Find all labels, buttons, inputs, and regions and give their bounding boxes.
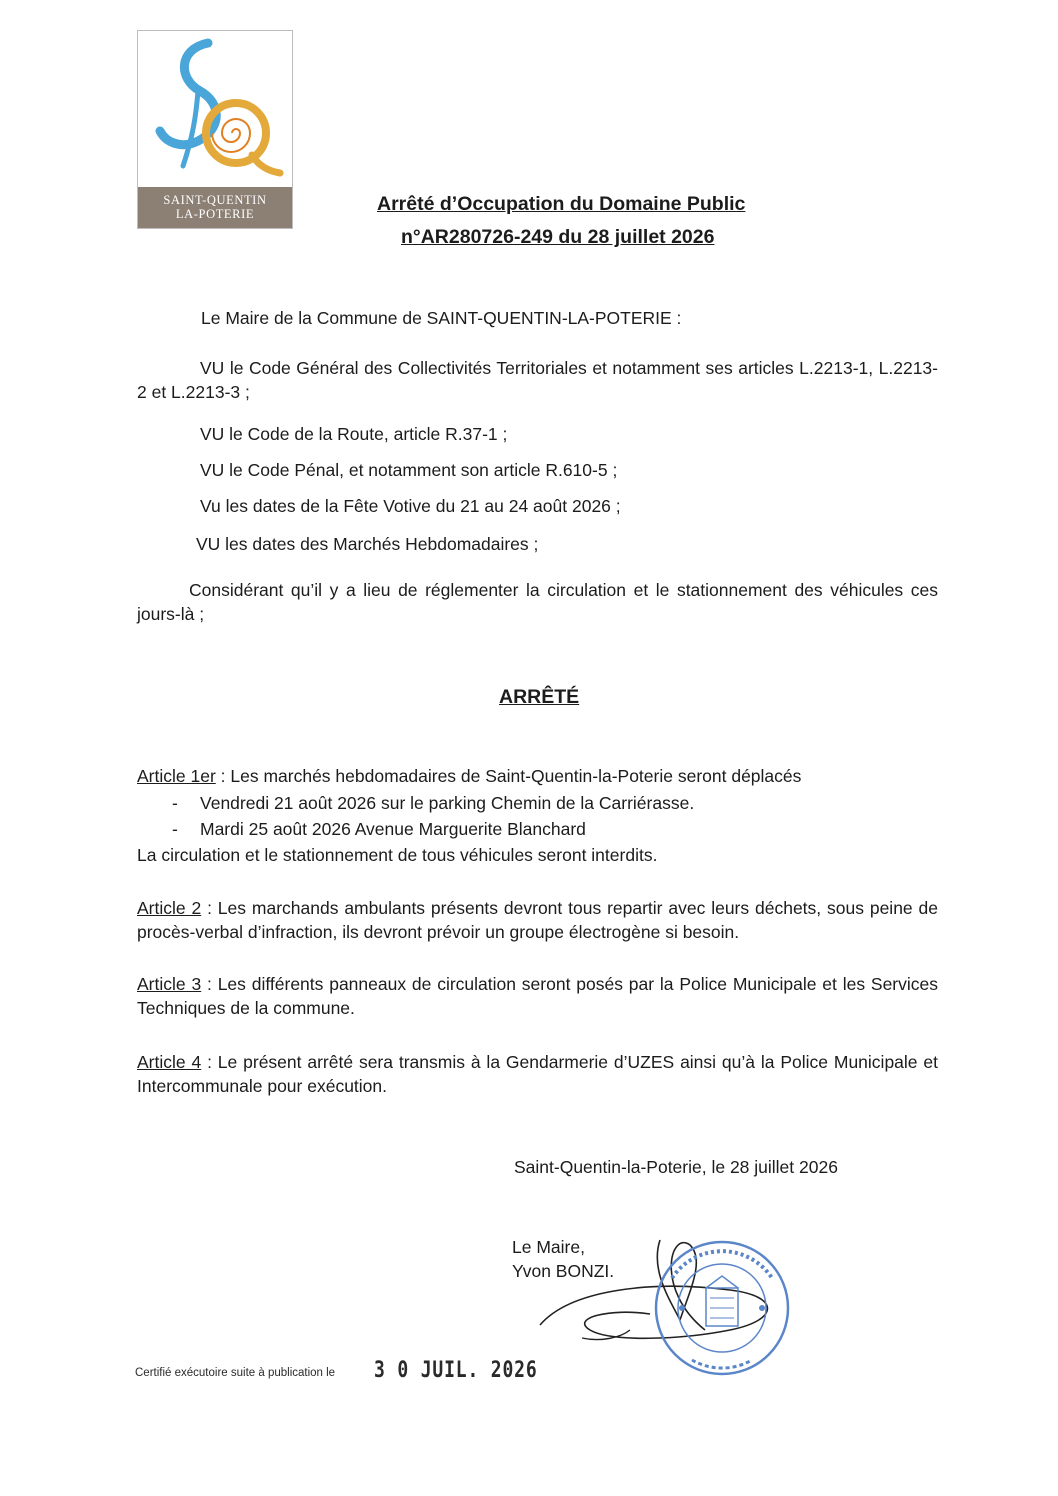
article-1-text: : Les marchés hebdomadaires de Saint-Quentin-la-Poterie seront déplacés: [215, 766, 802, 786]
vu-code-route: VU le Code de la Route, article R.37-1 ;: [200, 424, 508, 444]
article-1-footer: La circulation et le stationnement de tous véhicules seront interdits.: [137, 845, 658, 865]
vu-code-penal: VU le Code Pénal, et notamment son article R.610-5 ;: [200, 460, 618, 480]
article-3: [137, 972, 938, 1020]
decision-heading: ARRÊTÉ: [499, 686, 580, 708]
article-4-label: Article 4: [137, 1052, 202, 1072]
list-bullet: -: [172, 793, 178, 813]
intro-text: Le Maire de la Commune de SAINT-QUENTIN-LA-POTERIE :: [201, 308, 682, 328]
vu-marches: VU les dates des Marchés Hebdomadaires ;: [196, 534, 539, 554]
logo-caption: [138, 187, 292, 228]
article-3-text: : Les différents panneaux de circulation seront posés par la Police Municipale et les Services Techniques de la commune.: [137, 974, 938, 1018]
certification-label: Certifié exécutoire suite à publication le: [135, 1367, 336, 1379]
logo-line-2: LA-POTERIE: [175, 207, 255, 221]
article-4: [137, 1050, 938, 1098]
article-1: [137, 764, 801, 788]
certification: [135, 1363, 335, 1381]
certification-date-stamp: 3 0 JUIL. 2026: [374, 1358, 538, 1383]
signatory-role: Le Maire,: [512, 1237, 585, 1257]
article-2: [137, 896, 938, 944]
sq-monogram-icon: [138, 31, 292, 187]
considerant-text: Considérant qu’il y a lieu de réglementer la circulation et le stationnement des véhicules ces jours-là ;: [137, 580, 938, 624]
article-2-label: Article 2: [137, 898, 202, 918]
commune-logo: [137, 30, 293, 229]
article-1-label: Article 1er: [137, 766, 216, 786]
official-stamp-icon: [652, 1238, 792, 1378]
logo-line-1: SAINT-QUENTIN: [163, 193, 267, 207]
signatory-name: Yvon BONZI.: [512, 1261, 615, 1281]
list-bullet: -: [172, 819, 178, 839]
list-item-vendredi: Vendredi 21 août 2026 sur le parking Chemin de la Carriérasse.: [200, 793, 695, 813]
vu-fete-votive: Vu les dates de la Fête Votive du 21 au 24 août 2026 ;: [200, 496, 621, 516]
article-4-text: : Le présent arrêté sera transmis à la Gendarmerie d’UZES ainsi qu’à la Police Municipale et Intercommunale pour exécution.: [137, 1052, 938, 1096]
document-reference: n°AR280726-249 du 28 juillet 2026: [401, 226, 715, 248]
place-date: Saint-Quentin-la-Poterie, le 28 juillet 2026: [514, 1157, 838, 1177]
vu-cgct: VU le Code Général des Collectivités Territoriales et notamment ses articles L.2213-1, L.2213-2 et L.2213-3 ;: [137, 358, 938, 402]
list-item-mardi: Mardi 25 août 2026 Avenue Marguerite Blanchard: [200, 819, 586, 839]
article-2-text: : Les marchands ambulants présents devront tous repartir avec leurs déchets, sous peine de procès-verbal d’infraction, ils devront prévoir un groupe électrogène si besoin.: [137, 898, 938, 942]
article-3-label: Article 3: [137, 974, 202, 994]
document-title: Arrêté d’Occupation du Domaine Public: [377, 193, 746, 215]
